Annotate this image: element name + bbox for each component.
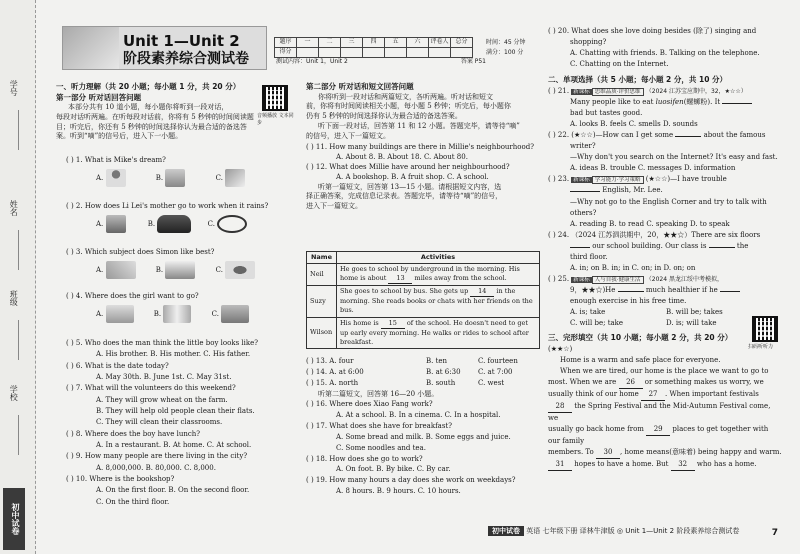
answer-blank[interactable]: [675, 136, 701, 137]
time-box: [486, 38, 526, 57]
q25: ( ) 25. 新课标 人与自我·健康生活 （2024 黑龙江绥中考模拟，: [548, 274, 723, 283]
score-row-label: 得分: [275, 48, 297, 58]
option-label[interactable]: C.: [215, 265, 223, 274]
table-cell-name: Suzy: [307, 286, 337, 317]
source-note: （2024 江苏宝应期中，32，★☆☆）: [645, 88, 747, 96]
question-stem: ( ) 19. How many hours a day does she work on weekdays?: [306, 476, 516, 485]
intro-line: 仍有 5 秒钟的时间选择你认为最合适的备选答案。: [306, 112, 462, 121]
option-row[interactable]: C. will be; take D. is; will take: [570, 319, 717, 328]
banner-illustration: [63, 27, 119, 70]
doctor-icon: [165, 169, 185, 187]
intro-line: 听第二篇短文，回答第 16—20 小题。: [318, 389, 439, 398]
section-heading: 二、单项选择（共 5 小题；每小题 2 分，共 10 分）: [548, 75, 728, 85]
car-icon: [157, 215, 191, 233]
question-stem: third floor.: [570, 252, 608, 261]
science-lab-icon: [106, 261, 136, 279]
option-row[interactable]: B. They will help old people clean their flats.: [96, 406, 255, 415]
question-stem: ( ) 3. Which subject does Simon like best?: [66, 248, 215, 256]
section-heading: 一、听力理解（共 20 小题；每小题 1 分，共 20 分）: [56, 82, 241, 91]
cell-text: He goes to school by underground in the morning. His home is about: [340, 265, 520, 283]
question-stem: ( ) 24. （2024 江苏泗洪期中，20，★★☆）There are six floors: [548, 230, 761, 239]
shop-icon: [163, 305, 191, 323]
sidebar-line: [18, 415, 19, 455]
score-head: 六: [407, 38, 429, 48]
option-row[interactable]: ( ) 15. A. north B. south C. west: [306, 378, 505, 387]
qr-code-icon[interactable]: [262, 85, 288, 111]
qr-caption: 扫码听听力: [748, 344, 774, 350]
question-stem: ( ) 2. How does Li Lei's mother go to work when it rains?: [66, 202, 269, 210]
answer-blank[interactable]: [618, 291, 644, 292]
question-stem: ( ) 18. How does she go to work?: [306, 454, 423, 463]
school-building-icon: [221, 305, 249, 323]
score-table: [274, 37, 473, 58]
option-row[interactable]: A. reading B. to read C. speaking D. to speak: [570, 219, 730, 228]
binding-margin: [0, 0, 36, 554]
option-label[interactable]: C.: [211, 309, 219, 318]
question-stem: ( ) 16. Where does Xiao Fang work?: [306, 400, 433, 409]
sidebar-line: [18, 110, 19, 150]
scope-text: 测试内容：Unit 1，Unit 2: [276, 58, 348, 65]
blank-30[interactable]: 30: [596, 447, 620, 459]
option-row[interactable]: C. Chatting on the Internet.: [570, 60, 669, 69]
option-row[interactable]: A. On the first floor. B. On the second floor.: [96, 486, 250, 495]
blank-14[interactable]: 14: [470, 287, 494, 297]
option-row[interactable]: A. in; on B. in; in C. on; in D. on; on: [570, 263, 696, 272]
option-label[interactable]: A.: [96, 173, 104, 182]
option-label[interactable]: B.: [155, 265, 164, 274]
table-row: [307, 286, 540, 317]
question-stem: ( ) 5. Who does the man think the little boy looks like?: [66, 339, 258, 347]
score-head: 三: [341, 38, 363, 48]
answer-blank[interactable]: [720, 291, 740, 292]
intro-line: 每段对话听两遍。在听每段对话前，你将有 5 秒钟的时间阅读题: [56, 112, 254, 121]
question-stem: ( ) 12. What does Millie have around her neighbourhood?: [306, 163, 510, 172]
blank-31[interactable]: 31: [548, 459, 572, 471]
question-stem: ( ) 10. Where is the bookshop?: [66, 474, 175, 483]
table-cell-activity: [337, 317, 540, 348]
q3: [66, 248, 296, 279]
option-row[interactable]: A. 8 hours. B. 9 hours. C. 10 hours.: [336, 487, 461, 496]
cell-text: of the school. He doesn't need to get up early every morning. He walks or rides to school after breakfast.: [340, 318, 529, 346]
score-cell[interactable]: [451, 48, 473, 58]
badge: 新课标: [573, 276, 590, 283]
score-cell[interactable]: [429, 48, 451, 58]
badge: 思维品质·评价思维: [592, 88, 644, 96]
option-label[interactable]: C.: [215, 173, 223, 182]
q23: ( ) 23. 新课标 学习能力·学习策略 (★☆☆)—I have trouble: [548, 175, 727, 184]
question-stem: ( ) 4. Where does the girl want to go?: [66, 292, 199, 300]
cloze-line: When we are tired, our home is the place we want to go to: [560, 367, 769, 375]
intro-line: 进入下一篇短文。: [306, 202, 362, 211]
question-stem: —Why don't you search on the Internet? It's easy and fast.: [570, 153, 778, 162]
score-head: 评卷人: [429, 38, 451, 48]
question-stem: enough exercise in his free time.: [570, 296, 687, 305]
answer-page: 答案 P51: [460, 58, 486, 65]
question-stem: ( ) 9. How many people are there living in the city?: [66, 452, 248, 461]
question-stem: shopping?: [570, 38, 607, 47]
cell-text: in the morning. She reads books or chats with her friends on the bus.: [340, 287, 533, 315]
score-cell[interactable]: [407, 48, 429, 58]
intro-line: 听第一篇短文，回答第 13—15 小题。请根据短文内容，选: [318, 182, 502, 191]
option-row[interactable]: A. They will grow wheat on the farm.: [96, 395, 228, 404]
blank-29[interactable]: 29: [646, 424, 670, 436]
option-row[interactable]: A. His brother. B. His mother. C. His father.: [96, 350, 251, 359]
score-head: 二: [319, 38, 341, 48]
listening-section-part1: [56, 82, 288, 142]
blank-15[interactable]: 15: [381, 319, 405, 329]
qr-code-icon[interactable]: [752, 316, 778, 342]
publisher-logo: 初中试卷: [3, 488, 25, 550]
blank-13[interactable]: 13: [388, 274, 412, 284]
chef-icon: [106, 169, 126, 187]
option-row[interactable]: C. They will clean their classrooms.: [96, 418, 223, 427]
option-row[interactable]: A. Some bread and milk. B. Some eggs and juice.: [336, 432, 511, 441]
option-row[interactable]: A. 8,000,000. B. 80,000. C. 8,000.: [96, 463, 216, 472]
option-row[interactable]: A. On foot. B. By bike. C. By car.: [336, 465, 451, 474]
table-cell-activity: [337, 286, 540, 317]
q1: [66, 156, 296, 187]
school-label: 学校: [9, 385, 19, 401]
blank-28[interactable]: 28: [548, 401, 572, 413]
badge: 新课标: [573, 89, 590, 96]
q5-q10: [66, 338, 298, 508]
option-label[interactable]: B.: [147, 219, 156, 228]
page-number: 7: [771, 528, 778, 538]
table-cell-name: Neil: [307, 264, 337, 286]
page-subtitle: 阶段素养综合测试卷: [123, 51, 249, 67]
option-row[interactable]: ( ) 13. A. four B. ten C. fourteen: [306, 357, 518, 365]
option-label[interactable]: C.: [207, 219, 215, 228]
class-label: 班级: [9, 290, 19, 306]
score-cell[interactable]: [341, 48, 363, 58]
cloze-line: Home is a warm and safe place for everyone.: [560, 355, 721, 364]
intro-line: 前，你将有时间阅读相关小题，每小题 5 秒钟；听完后，每小题你: [306, 102, 511, 111]
picture-options: [96, 169, 296, 187]
listening-section-part2: [306, 82, 542, 212]
option-label[interactable]: B.: [153, 309, 162, 318]
option-label[interactable]: A.: [96, 265, 104, 274]
answer-blank[interactable]: [570, 247, 590, 248]
section-heading: 三、完形填空（共 10 小题；每小题 2 分，共 20 分）: [548, 333, 733, 343]
difficulty: (★★☆): [548, 344, 573, 353]
q21: ( ) 21. 新课标 思维品质·评价思维 （2024 江苏宝应期中，32，★☆☆）: [548, 87, 747, 96]
q4: [66, 292, 296, 323]
score-cell[interactable]: [319, 48, 341, 58]
q13-q20: [306, 356, 542, 497]
option-row[interactable]: A. At a school. B. In a cinema. C. In a hospital.: [336, 411, 501, 420]
option-row[interactable]: C. On the third floor.: [96, 497, 170, 506]
table-cell-name: Wilson: [307, 317, 337, 348]
option-label[interactable]: B.: [155, 173, 164, 182]
blank-26[interactable]: 26: [619, 377, 643, 389]
question-stem: ( ) 6. What is the date today?: [66, 361, 169, 370]
question-stem: —Why not go to the English Corner and try to talk with: [570, 197, 767, 206]
student-number-label: 学号: [9, 80, 19, 96]
question-stem: ( ) 1. What is Mike's dream?: [66, 156, 166, 164]
score-cell[interactable]: [363, 48, 385, 58]
cell-text: She goes to school by bus. She gets up: [340, 287, 471, 296]
badge: 人与自我·健康生活: [592, 276, 644, 284]
option-label[interactable]: A.: [96, 219, 104, 228]
sports-icon: [225, 261, 255, 279]
option-row[interactable]: A. looks B. feels C. smells D. sounds: [570, 120, 698, 129]
option-row[interactable]: A. is; take B. will be; takes: [570, 307, 723, 316]
intro-line: 目；听完后，你还有 5 秒钟的时间选择你认为最合适的备选答: [56, 122, 247, 131]
option-row[interactable]: A. A bookshop. B. A fruit shop. C. A school.: [336, 172, 489, 181]
option-row[interactable]: A. ideas B. trouble C. messages D. information: [570, 164, 736, 173]
question-stem: ( ) 7. What will the volunteers do this weekend?: [66, 384, 236, 393]
badge: 新课标: [573, 177, 590, 184]
activity-table: [306, 251, 540, 349]
cell-text: miles away from the school.: [412, 274, 507, 283]
option-row[interactable]: C. Some noodles and tea.: [336, 443, 426, 452]
intro-line: 的信号，进入下一篇短文。: [306, 131, 390, 140]
intro-line: 案。听到“嘀”的信号后，进入下一小题。: [56, 132, 183, 141]
answer-blank[interactable]: [709, 247, 735, 248]
question-stem: bad but tastes good.: [570, 109, 643, 118]
footer-brand: 初中试卷: [488, 526, 524, 536]
badge: 学习能力·学习策略: [592, 176, 644, 184]
intro-line: 你将听到一段对话和两篇短文，各听两遍。听对话和短文: [318, 92, 493, 101]
question-stem: writer?: [570, 142, 596, 151]
full-score: 满分：100 分: [486, 48, 524, 56]
cooking-icon: [165, 261, 195, 279]
right-column: ( ) 20. What does she love doing besides (除了) singing and shopping? A. Chatting with friends. B. Talking on the telephone. C. Chatting on the Internet. 二、单项选择（共 5 小题；每小题 2 分，共 10 分） ( ) 21. 新课标 思维品质·评价思维 （2024 江苏宝应期中，32，★☆☆） Many people like to eat luosifen(螺蛳粉). It bad but tastes good. A. looks B. feels C. smells D. sounds ( ) 22. (★☆☆)—How can I get some about the famous writer? —Why don't you search on the Internet? It's easy and fast. A. ideas B. trouble C. messages D. information ( ) 23. 新课标 学习能力·学习策略 (★☆☆)—I have trouble English, Mr. Lee. —Why not go to the English Corner and try to talk with others? A. reading B. to read C. speaking D. to speak ( ) 24. （2024 江苏泗洪期中，20，★★☆）There are six floors our school building. Our class is the third floor. A. in; on B. in; in C. on; in D. on; on ( ) 25. 新课标 人与自我·健康生活 （2024 黑龙江绥中考模拟， 9，★★☆)He much healthier if he enough exercise in his free time. A. is; take B. will be; takes C. will be; take D. is; will take 三、完形填空（共 10 小题；每小题 2 分，共 20 分） (★★☆) Home is a warm and safe place for everyone. When we are tired, our home is the place we want to go to most. When we are 26 or something makes us worry, we usually think of our home 27 . When important festivals 28 the Spring Festival and the Mid-Autumn Festival come, we usually go back home from 29 places to get together with our family members. To 30 , home means(意味着) being happy and warm. 31 hopes to have a home. But 32 who has a home.: [548, 26, 782, 471]
picture-options: [96, 215, 296, 233]
q2: [66, 202, 296, 233]
intro-line: 择正确答案，完成信息记录表。答题完毕，请等待“嘀”的信号，: [306, 192, 503, 201]
answer-blank[interactable]: [722, 103, 752, 104]
bicycle-icon: [217, 215, 247, 233]
intro-line: 听下面一段对话，回答第 11 和 12 小题。答题完毕，请等待“嘀”: [318, 121, 520, 130]
score-head: 四: [363, 38, 385, 48]
cell-text: His home is: [340, 318, 381, 327]
question-stem: ( ) 8. Where does the boy have lunch?: [66, 429, 201, 438]
picture-options: [96, 305, 296, 323]
subsection-heading: 第一部分 听对话回答问题: [56, 92, 142, 102]
time-limit: 时间：45 分钟: [486, 39, 526, 46]
page-title: Unit 1—Unit 2: [123, 32, 240, 50]
table-row: [307, 264, 540, 286]
intro-line: 本部分共有 10 道小题，每小题你将听到一段对话，: [68, 103, 229, 111]
answer-blank[interactable]: [570, 191, 600, 192]
library-icon: [106, 305, 134, 323]
footer-text: 英语 七年级下册 译林牛津版 ◎ Unit 1—Unit 2 阶段素养综合测试卷: [526, 527, 740, 535]
score-head: 总分: [451, 38, 473, 48]
name-label: 姓名: [9, 200, 19, 216]
question-stem: others?: [570, 208, 597, 217]
question-stem: ( ) 11. How many buildings are there in Millie's neighbourhood?: [306, 143, 534, 152]
score-head: 一: [297, 38, 319, 48]
painter-icon: [225, 169, 245, 187]
question-stem: ( ) 17. What does she have for breakfast?: [306, 422, 452, 431]
blank-27[interactable]: 27: [641, 389, 665, 401]
option-row[interactable]: A. In a restaurant. B. At home. C. At school.: [96, 440, 252, 449]
option-row[interactable]: A. About 8. B. About 18. C. About 80.: [336, 153, 468, 162]
score-head: 题序: [275, 38, 297, 48]
table-header: Activities: [337, 252, 540, 264]
table-header: Name: [307, 252, 337, 264]
option-row[interactable]: A. Chatting with friends. B. Talking on the telephone.: [570, 49, 760, 58]
option-row[interactable]: A. May 30th. B. June 1st. C. May 31st.: [96, 372, 232, 381]
table-cell-activity: [337, 264, 540, 286]
score-cell[interactable]: [297, 48, 319, 58]
table-row: [307, 317, 540, 348]
score-cell[interactable]: [385, 48, 407, 58]
page-footer: [488, 527, 778, 541]
qr-caption: 音频播放 文本同步: [257, 113, 294, 126]
blank-32[interactable]: 32: [671, 459, 695, 471]
score-head: 五: [385, 38, 407, 48]
sidebar-line: [18, 320, 19, 360]
subsection-heading: 第二部分 听对话和短文回答问题: [306, 82, 414, 91]
option-label[interactable]: A.: [96, 309, 104, 318]
sidebar-line: [18, 230, 19, 270]
picture-options: [96, 261, 296, 279]
title-banner: [62, 26, 267, 70]
option-row[interactable]: ( ) 14. A. at 6:00 B. at 6:30 C. at 7:00: [306, 367, 513, 376]
test-scope: [276, 58, 486, 66]
walking-person-icon: [106, 215, 126, 233]
question-stem: ( ) 20. What does she love doing besides (除了) singing and: [548, 27, 757, 35]
